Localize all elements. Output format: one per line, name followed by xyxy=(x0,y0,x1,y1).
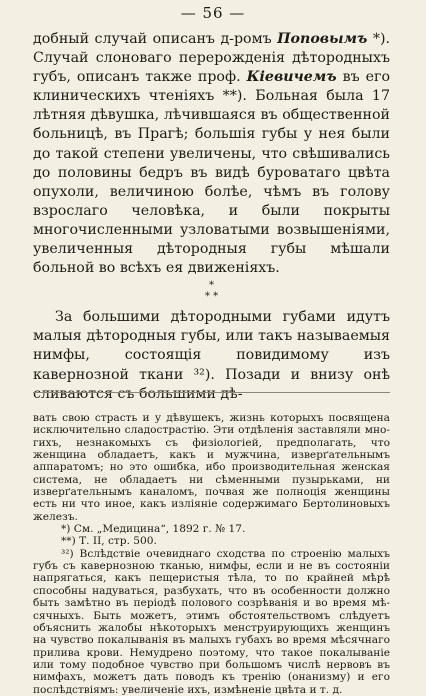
footnote-divider xyxy=(33,392,390,393)
main-text xyxy=(33,30,390,404)
section-asterisks: * * * xyxy=(204,280,219,303)
page-number: — 56 — xyxy=(180,4,246,22)
footnotes-area xyxy=(33,412,390,696)
paragraph-2: За большими дѣтородными губами идутъ малыя дѣтородныя губы, или такъ называемыя нимфы, состоящія повидимому изъ кавернозной ткани ³²). Позади и внизу онѣ сливаются съ большими дѣ- xyxy=(33,309,390,402)
author-name-kievich: Кіевичемъ xyxy=(246,69,337,86)
footnote-32: ³²) Вслѣдствіе очевиднаго сходства по строенію малыхъ губъ съ кавернозною тканью, нимфы, если и не въ состояніи напрягаться, какъ пещеристыя тѣла, то по крайней мѣрѣ способны надуваться, разбухать, что въ особенности должно быть замѣтно въ періодѣ полового созрѣванія и во время мѣсячныхъ. Быть можетъ, этимъ обстоятельствомъ слѣдуетъ объяснить жалобы нѣкоторыхъ менструирующихъ женщинъ на чувство покалыванія въ малыхъ губахъ во время мѣсячнаго прилива крови. Немудрено поэтому, что такое покалываніе или тому подобное чувство при большомъ числѣ нервовъ въ нимфахъ, можетъ дать поводъ къ тренію (онанизму) и его послѣдствіямъ: увеличеніе ихъ, измѣненіе цвѣта и т. д. xyxy=(33,547,390,696)
footnote-2: **) Т. II, стр. 500. xyxy=(61,535,157,548)
paragraph-1 xyxy=(33,30,390,278)
author-name-popov: Поповымъ xyxy=(277,31,368,47)
footnote-continuation: вать свою страсть и у дѣвушекъ, жизнь которыхъ посвящена исключительно сладострастію. Эти отдѣленія заставляли многихъ, незнакомыхъ съ физіологіей, предполагать, что женщина обладаетъ, какъ и мужчина, изверґательнымъ аппаратомъ; но это ошибка, ибо производительная женская система, не обладаетъ ни сѣменными пузырьками, ни изверґательнымъ каналомъ, почвая же полноція женщины есть ни что иное, какъ изліяніе содержимаго Бертолиновыхъ железъ. xyxy=(33,412,390,523)
text-run: *). Случай слоноваго перерожденія дѣтородныхъ губъ, описанъ также проф. xyxy=(33,31,390,86)
text-run: въ его клиническихъ чтеніяхъ **). Больная была 17 лѣтняя дѣвушка, лѣчившаяся въ общественной больницѣ, въ Прагѣ; большія губы у нея были до такой степени увеличены, что свѣшивались до половины бедръ въ видѣ буроватаго цвѣта опухоли, величиною болѣе, чѣмъ въ голову взрослаго человѣка, и были покрыты многочисленными узловатыми возвышеніями, увеличенныя дѣтородныя губы мѣшали больной во всѣхъ ея движеніяхъ. xyxy=(33,69,390,277)
text-run: добный случай описанъ д-ромъ xyxy=(33,31,278,47)
footnote-1: *) См. „Медицина“, 1892 г. № 17. xyxy=(61,523,246,536)
